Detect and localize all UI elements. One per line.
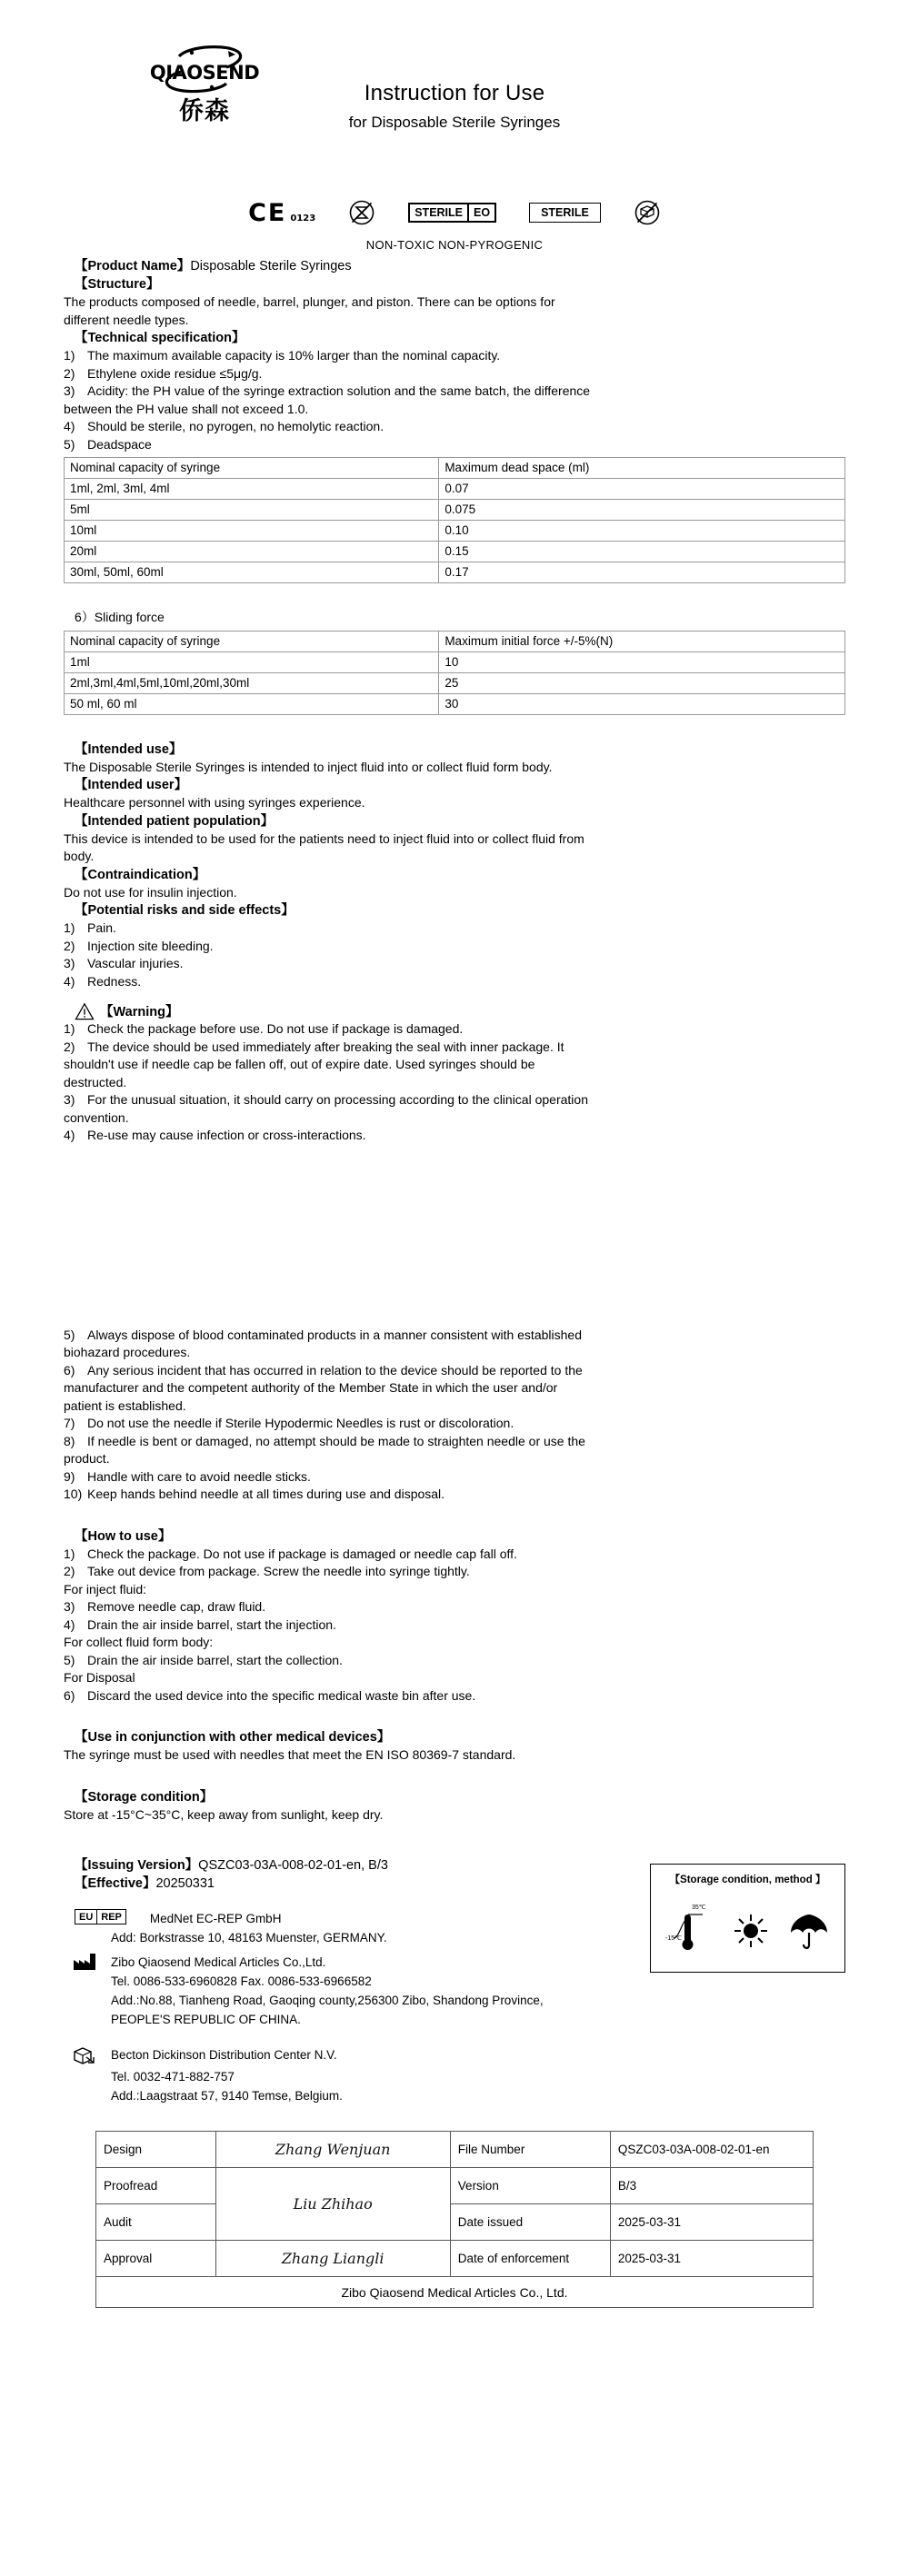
how-to-use-item: [64, 1546, 845, 1564]
signature-proofread-audit: Liu Zhihao: [215, 2168, 450, 2241]
table-header-cell: Nominal capacity of syringe: [65, 631, 439, 651]
warning-item-text: Do not use the needle if Sterile Hypodermic Needles is rust or discoloration.: [87, 1416, 514, 1430]
warning-5-continuation: biohazard procedures.: [64, 1345, 191, 1359]
table-cell: 1ml, 2ml, 3ml, 4ml: [65, 479, 439, 500]
signoff-company: Zibo Qiaosend Medical Articles Co., Ltd.: [96, 2277, 814, 2308]
table-row: [65, 672, 845, 693]
table-cell: 10ml: [65, 521, 439, 542]
table-row: [65, 693, 845, 714]
storage-box-title: 【Storage condition, method 】: [669, 1875, 826, 1885]
intended-user-text: Healthcare personnel with using syringes experience.: [64, 795, 365, 810]
tech-item-number: 3): [64, 383, 75, 398]
how-to-use-item: [64, 1598, 845, 1616]
eu-rep-address: Add: Borkstrasse 10, 48163 Muenster, GERMANY.: [111, 1931, 387, 1944]
how-to-use-item-text: Remove needle cap, draw fluid.: [87, 1599, 266, 1614]
warning-item: [64, 1127, 845, 1145]
table-cell: 0.17: [439, 562, 845, 583]
contraindication-text: Do not use for insulin injection.: [64, 884, 237, 900]
deadspace-table: [64, 457, 845, 583]
footer-block: [64, 1856, 845, 2105]
how-to-use-item-text: Check the package. Do not use if package is damaged or needle cap fall off.: [87, 1546, 517, 1561]
eu-rep-icon: [75, 1909, 126, 1925]
table-cell: 20ml: [65, 542, 439, 562]
warning-item: [64, 1362, 845, 1380]
how-to-use-item-number: 6): [64, 1687, 75, 1703]
svg-text:-15℃: -15℃: [664, 1935, 682, 1942]
svg-text:35℃: 35℃: [691, 1905, 706, 1911]
risk-item-text: Pain.: [87, 920, 116, 935]
warning-item: [64, 1091, 845, 1109]
risk-item-number: 2): [64, 938, 75, 953]
conjunction-text: The syringe must be used with needles that meet the EN ISO 80369-7 standard.: [64, 1747, 516, 1762]
distributor-tel: Tel. 0032-471-882-757: [111, 2070, 235, 2084]
manufacturer-address-line-1: Add.:No.88, Tianheng Road, Gaoqing county,256300 Zibo, Shandong Province,: [111, 1994, 544, 2007]
table-row: [65, 542, 845, 562]
distributor-name: Becton Dickinson Distribution Center N.V.: [111, 2048, 337, 2062]
issuing-version-heading: 【Issuing Version】: [75, 1858, 199, 1873]
distributor-icon: [69, 2045, 100, 2067]
warning-item-number: 4): [64, 1128, 75, 1142]
risk-item-number: 4): [64, 973, 75, 989]
non-toxic-non-pyrogenic-label: NON-TOXIC NON-PYROGENIC: [365, 238, 544, 252]
storage-condition-box: [650, 1864, 845, 1973]
table-cell: 25: [439, 672, 845, 693]
how-to-use-item-text: Take out device from package. Screw the needle into syringe tightly.: [87, 1564, 470, 1578]
sterile-eo-right-label: EO: [467, 204, 494, 221]
signature-approval: Zhang Liangli: [215, 2241, 450, 2277]
warning-item-text: The device should be used immediately after breaking the seal with inner package. It: [87, 1039, 564, 1054]
section-product-name: [64, 257, 845, 275]
table-cell: 50 ml, 60 ml: [65, 693, 439, 714]
signoff-value: QSZC03-03A-008-02-01-en: [610, 2132, 813, 2168]
warning-item: [64, 1415, 845, 1433]
how-to-use-item-number: 3): [64, 1599, 75, 1614]
logo-wordmark: QIAOSEND: [149, 62, 260, 84]
table-row: [65, 500, 845, 521]
signoff-label: Proofread: [96, 2168, 216, 2204]
warning-item-number: 1): [64, 1021, 75, 1036]
tech-item: [64, 347, 845, 365]
warning-item-text: Always dispose of blood contaminated products in a manner consistent with established: [87, 1327, 582, 1342]
warning-heading: 【Warning】: [100, 1005, 179, 1019]
ce-notified-body-number: 0123: [290, 213, 316, 224]
table-row: [96, 2241, 814, 2277]
page-break-spacer: [64, 1145, 845, 1327]
warning-item-text: For the unusual situation, it should carry on processing according to the clinical operation: [87, 1092, 588, 1107]
table-row: [96, 2277, 814, 2308]
signoff-label: Approval: [96, 2241, 216, 2277]
risk-item: [64, 938, 845, 956]
company-logo: [132, 44, 277, 125]
distributor-address: Add.:Laagstraat 57, 9140 Temse, Belgium.: [111, 2089, 343, 2103]
intended-patient-text-line-2: body.: [64, 849, 95, 863]
how-to-use-item: [64, 1616, 845, 1635]
table-cell: 0.15: [439, 542, 845, 562]
how-to-use-item-text: Drain the air inside barrel, start the collection.: [87, 1652, 343, 1667]
effective-value: 20250331: [155, 1876, 215, 1891]
no-sunlight-icon: [731, 1909, 771, 1957]
signoff-key: Date of enforcement: [450, 2241, 610, 2277]
section-technical-specification-heading: 【Technical specification】: [75, 331, 245, 345]
section-intended-patient-population-heading: 【Intended patient population】: [75, 813, 275, 829]
table-cell: 30: [439, 693, 845, 714]
manufacturer-address-line-2: PEOPLE'S REPUBLIC OF CHINA.: [111, 2013, 301, 2026]
how-to-use-item-number: 2): [64, 1564, 75, 1578]
warning-item-text: Re-use may cause infection or cross-interactions.: [87, 1128, 366, 1142]
warning-item-number: 2): [64, 1039, 75, 1054]
table-row: [65, 562, 845, 583]
tech-item-text: Acidity: the PH value of the syringe extraction solution and the same batch, the difference: [87, 383, 591, 398]
risk-item-text: Redness.: [87, 973, 142, 989]
warning-3-continuation: convention.: [64, 1109, 129, 1125]
signoff-key: Version: [450, 2168, 610, 2204]
table-row: [65, 521, 845, 542]
warning-item-text: Keep hands behind needle at all times during use and disposal.: [87, 1487, 445, 1501]
section-structure-heading: 【Structure】: [75, 277, 160, 292]
sterile-eo-left-label: STERILE: [415, 206, 464, 219]
section-conjunction-heading: 【Use in conjunction with other medical devices】: [75, 1730, 391, 1745]
signoff-label: Design: [96, 2132, 216, 2168]
warning-item: [64, 1468, 845, 1487]
table-cell: 30ml, 50ml, 60ml: [65, 562, 439, 583]
warning-item: [64, 1433, 845, 1451]
do-not-reuse-icon: [348, 199, 375, 226]
table-cell: 0.07: [439, 479, 845, 500]
effective-heading: 【Effective】: [75, 1876, 156, 1891]
document-content: [64, 0, 845, 2308]
table-cell: 0.10: [439, 521, 845, 542]
table-cell: 1ml: [65, 651, 439, 672]
structure-text-line-1: The products composed of needle, barrel, plunger, and piston. There can be options for: [64, 294, 555, 309]
tech-item-text: Should be sterile, no pyrogen, no hemolytic reaction.: [87, 419, 385, 433]
rep-label: REP: [96, 1910, 125, 1924]
intended-patient-text-line-1: This device is intended to be used for the patients need to inject fluid into or collect fluid from: [64, 830, 584, 846]
table-header-row: [65, 458, 845, 479]
signoff-table: [95, 2131, 814, 2308]
how-to-use-item-number: 5): [64, 1652, 75, 1667]
do-not-use-if-package-damaged-icon: [634, 199, 661, 226]
warning-item-number: 9): [64, 1468, 75, 1484]
sterile-eo-icon: [408, 203, 496, 223]
warning-item-number: 3): [64, 1092, 75, 1107]
issuing-version-value: QSZC03-03A-008-02-01-en, B/3: [198, 1858, 388, 1873]
document-header: [64, 36, 845, 182]
storage-condition-text: Store at -15°C~35°C, keep away from sunlight, keep dry.: [64, 1806, 384, 1822]
table-row: [96, 2132, 814, 2168]
table-cell: 0.075: [439, 500, 845, 521]
sliding-force-heading: 6）Sliding force: [75, 610, 165, 624]
warning-6-continuation-line-2: patient is established.: [64, 1397, 186, 1413]
tech-item: [64, 418, 845, 436]
symbol-row: [64, 194, 845, 231]
section-potential-risks-heading: 【Potential risks and side effects】: [75, 903, 295, 918]
warning-item-number: 10): [64, 1487, 83, 1501]
product-name-heading: 【Product Name】: [75, 259, 191, 274]
how-to-use-item: [64, 1563, 845, 1581]
section-contraindication-heading: 【Contraindication】: [75, 867, 206, 882]
risk-item-number: 3): [64, 956, 75, 970]
signoff-value: 2025-03-31: [610, 2204, 813, 2241]
product-name-value: Disposable Sterile Syringes: [190, 259, 352, 274]
table-cell: 2ml,3ml,4ml,5ml,10ml,20ml,30ml: [65, 672, 439, 693]
warning-item-number: 8): [64, 1433, 75, 1448]
table-row: [96, 2168, 814, 2204]
tech-item-number: 5): [64, 436, 75, 452]
section-storage-condition-heading: 【Storage condition】: [75, 1789, 214, 1805]
warning-item: [64, 1486, 845, 1504]
warning-item-text: If needle is bent or damaged, no attempt should be made to straighten needle or use the: [87, 1433, 585, 1448]
warning-item-text: Handle with care to avoid needle sticks.: [87, 1468, 311, 1484]
page-subtitle: for Disposable Sterile Syringes: [348, 114, 561, 131]
factory-icon: [69, 1953, 100, 1971]
warning-heading-row: [64, 1001, 845, 1020]
warning-item-text: Any serious incident that has occurred in relation to the device should be reported to the: [87, 1362, 583, 1378]
logo-swoosh-icon: [132, 44, 277, 100]
table-row: [96, 2204, 814, 2241]
warning-2-continuation-line-2: destructed.: [64, 1074, 127, 1089]
warning-2-continuation-line-1: shouldn't use if needle cap be fallen off, out of expire date. Used syringes should be: [64, 1057, 535, 1071]
for-disposal-label: For Disposal: [64, 1670, 135, 1685]
risk-item-text: Injection site bleeding.: [87, 938, 214, 953]
tech-item: [64, 365, 845, 383]
risk-item: [64, 955, 845, 973]
table-header-cell: Maximum initial force +/-5%(N): [439, 631, 845, 651]
warning-8-continuation: product.: [64, 1451, 110, 1466]
signoff-key: File Number: [450, 2132, 610, 2168]
table-cell: 10: [439, 651, 845, 672]
tech-item-3-continuation: between the PH value shall not exceed 1.0.: [64, 401, 309, 416]
table-header-cell: Nominal capacity of syringe: [65, 458, 439, 479]
keep-dry-umbrella-icon: [787, 1909, 831, 1957]
how-to-use-item: [64, 1652, 845, 1670]
tech-item: [64, 436, 845, 454]
warning-item-text: Check the package before use. Do not use if package is damaged.: [87, 1021, 464, 1036]
warning-item-number: 5): [64, 1327, 75, 1342]
table-row: [65, 651, 845, 672]
manufacturer-tel: Tel. 0086-533-6960828 Fax. 0086-533-6966582: [111, 1974, 372, 1988]
for-inject-fluid-label: For inject fluid:: [64, 1581, 147, 1596]
warning-item: [64, 1039, 845, 1057]
how-to-use-item-number: 1): [64, 1546, 75, 1561]
table-header-row: [65, 631, 845, 651]
section-how-to-use-heading: 【How to use】: [75, 1528, 172, 1544]
distributor-row: [64, 2045, 845, 2067]
warning-item: [64, 1020, 845, 1039]
warning-triangle-icon: [75, 1002, 95, 1020]
page-title: Instruction for Use: [364, 81, 545, 105]
storage-box-icons: [656, 1888, 839, 1957]
structure-text-line-2: different needle types.: [64, 312, 189, 327]
sliding-force-table: [64, 631, 845, 715]
manufacturer-name: Zibo Qiaosend Medical Articles Co.,Ltd.: [111, 1955, 326, 1969]
ce-label: CE: [248, 198, 287, 227]
logo-chinese-name: 侨森: [179, 97, 230, 125]
how-to-use-item: [64, 1687, 845, 1706]
signoff-value: 2025-03-31: [610, 2241, 813, 2277]
intended-use-text: The Disposable Sterile Syringes is intended to inject fluid into or collect fluid form body.: [64, 759, 553, 774]
tech-item-number: 4): [64, 419, 75, 433]
ce-mark-icon: [248, 198, 316, 227]
signoff-value: B/3: [610, 2168, 813, 2204]
how-to-use-item-text: Discard the used device into the specific medical waste bin after use.: [87, 1687, 476, 1703]
section-intended-use-heading: 【Intended use】: [75, 741, 183, 757]
how-to-use-item-text: Drain the air inside barrel, start the injection.: [87, 1616, 336, 1632]
signature-design: Zhang Wenjuan: [215, 2132, 450, 2168]
risk-item-text: Vascular injuries.: [87, 956, 184, 970]
for-collect-fluid-label: For collect fluid form body:: [64, 1635, 214, 1649]
tech-item-number: 2): [64, 365, 75, 381]
table-row: [65, 479, 845, 500]
tech-item-text: Ethylene oxide residue ≤5μg/g.: [87, 365, 263, 381]
eu-label: EU: [79, 1911, 94, 1923]
thermometer-icon: [664, 1893, 715, 1957]
table-cell: 5ml: [65, 500, 439, 521]
risk-item-number: 1): [64, 920, 75, 935]
warning-item-number: 7): [64, 1416, 75, 1430]
how-to-use-item-number: 4): [64, 1616, 75, 1632]
warning-6-continuation-line-1: manufacturer and the competent authority of the Member State in which the user and/or: [64, 1380, 558, 1395]
tech-item: [64, 383, 845, 401]
eu-rep-name: MedNet EC-REP GmbH: [149, 1912, 282, 1925]
signoff-key: Date issued: [450, 2204, 610, 2241]
risk-item: [64, 973, 845, 991]
signoff-label: Audit: [96, 2204, 216, 2241]
warning-item: [64, 1327, 845, 1345]
tech-item-text: The maximum available capacity is 10% larger than the nominal capacity.: [87, 348, 501, 363]
warning-item-number: 6): [64, 1362, 75, 1378]
sterile-label: STERILE: [541, 206, 589, 219]
tech-item-text: Deadspace: [87, 436, 152, 452]
section-intended-user-heading: 【Intended user】: [75, 778, 188, 792]
sterile-icon: [529, 203, 601, 223]
risk-item: [64, 920, 845, 938]
tech-item-number: 1): [64, 348, 75, 363]
table-header-cell: Maximum dead space (ml): [439, 458, 845, 479]
